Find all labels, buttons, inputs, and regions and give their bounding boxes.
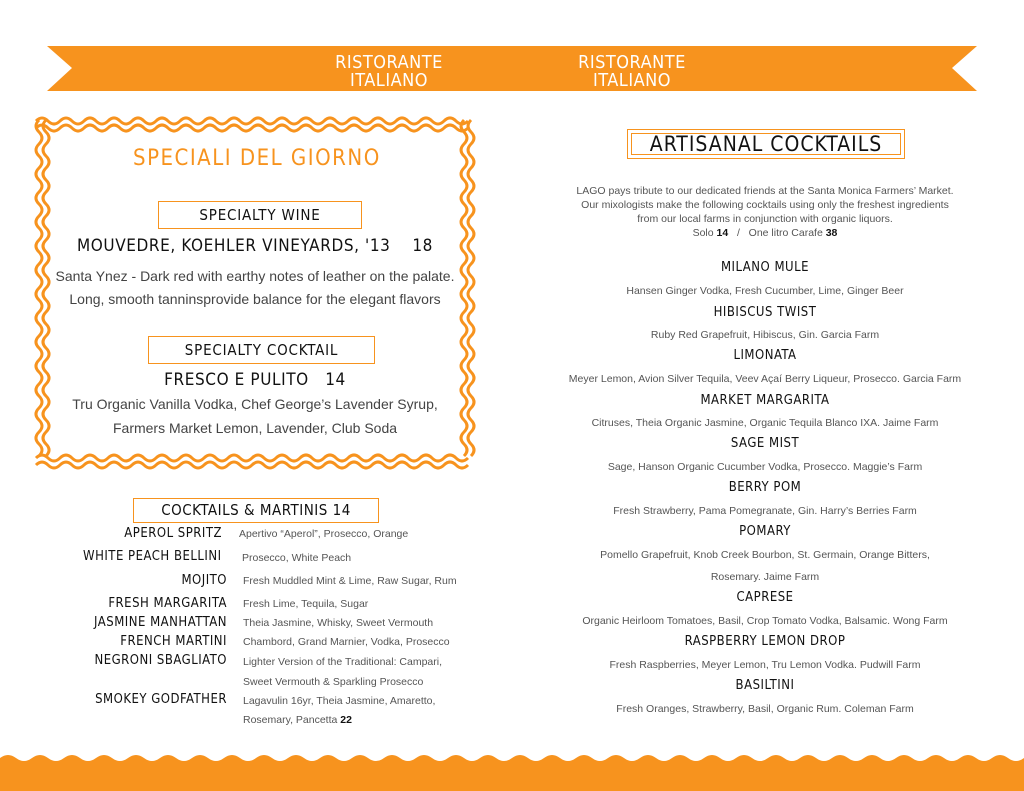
- top-banner: [0, 0, 1024, 120]
- menu-item-name: MOJITO: [181, 573, 227, 588]
- cocktail-name: MARKET MARGARITA: [700, 393, 830, 408]
- specials-title: SPECIALI DEL GIORNO: [133, 146, 381, 171]
- specialty-cocktail-label: SPECIALTY COCKTAIL: [148, 336, 375, 364]
- cocktail-name: POMARY: [739, 524, 791, 539]
- specialty-cocktail-name: [60, 370, 450, 390]
- brand-name: RISTORANTE ITALIANO: [578, 52, 686, 91]
- cocktail-price: 14: [325, 370, 346, 390]
- cocktail-name: LIMONATA: [733, 348, 797, 363]
- cocktail-name: CAPRESE: [736, 590, 794, 605]
- wine-price: 18: [412, 236, 434, 256]
- cocktail-description: Rosemary. Jaime Farm: [710, 571, 820, 583]
- artisanal-cocktails-title: ARTISANAL COCKTAILS: [627, 129, 905, 159]
- cocktail-description: Farmers Market Lemon, Lavender, Club Soda: [112, 420, 398, 436]
- specialty-wine-label: SPECIALTY WINE: [158, 201, 362, 229]
- cocktail-description: Tru Organic Vanilla Vodka, Chef George’s Lavender Syrup,: [72, 396, 438, 412]
- wine-name-text: MOUVEDRE, KOEHLER VINEYARDS, '13: [76, 236, 391, 256]
- brand-tagline: A WINDOW ON LAKE COMO: [565, 90, 699, 120]
- menu-item-name: NEGRONI SBAGLIATO: [94, 653, 227, 668]
- carafe-price: 38: [825, 227, 838, 239]
- brand-name: RISTORANTE ITALIANO: [335, 52, 443, 91]
- cocktail-description: Ruby Red Grapefruit, Hibiscus, Gin. Garcia Farm: [650, 329, 880, 341]
- cocktail-description: Fresh Raspberries, Meyer Lemon, Tru Lemon Vodka. Pudwill Farm: [609, 659, 921, 671]
- menu-item-name: SMOKEY GODFATHER: [95, 692, 227, 707]
- menu-item-description: [243, 714, 352, 726]
- cocktail-description: Meyer Lemon, Avion Silver Tequila, Veev Açaí Berry Liqueur, Prosecco. Garcia Farm: [568, 373, 962, 385]
- menu-item-name: JASMINE MANHATTAN: [94, 615, 227, 630]
- solo-label: Solo: [692, 227, 714, 239]
- cocktail-name: SAGE MIST: [730, 436, 800, 451]
- cocktail-description: Organic Heirloom Tomatoes, Basil, Crop Tomato Vodka, Balsamic. Wong Farm: [582, 615, 948, 627]
- wine-description: Long, smooth tanninsprovide balance for the elegant flavors: [69, 291, 441, 307]
- menu-item-description: Apertivo “Aperol”, Prosecco, Orange: [239, 528, 409, 540]
- intro-text: from our local farms in conjunction with organic liquors.: [637, 213, 893, 225]
- cocktail-name: HIBISCUS TWIST: [713, 305, 817, 320]
- solo-price: 14: [716, 227, 729, 239]
- menu-item-description: Chambord, Grand Marnier, Vodka, Prosecco: [243, 636, 450, 648]
- intro-text: Our mixologists make the following cocktails using only the freshest ingredients: [581, 199, 949, 211]
- cocktail-description: Pomello Grapefruit, Knob Creek Bourbon, St. Germain, Orange Bitters,: [600, 549, 930, 561]
- cocktail-name-text: FRESCO E PULITO: [164, 370, 309, 390]
- price-separator: /: [736, 227, 740, 239]
- cocktail-description: Citruses, Theia Organic Jasmine, Organic Tequila Blanco IXA. Jaime Farm: [591, 417, 939, 429]
- cocktail-name: MILANO MULE: [720, 260, 810, 275]
- menu-item-description: Lagavulin 16yr, Theia Jasmine, Amaretto,: [243, 695, 436, 707]
- banner-ribbon: [0, 0, 1024, 100]
- cocktails-martinis-label: COCKTAILS & MARTINIS 14: [133, 498, 379, 523]
- cocktail-description: Sage, Hanson Organic Cucumber Vodka, Prosecco. Maggie’s Farm: [607, 461, 923, 473]
- intro-text: LAGO pays tribute to our dedicated friends at the Santa Monica Farmers’ Market.: [576, 185, 954, 197]
- menu-item-price: 22: [340, 714, 352, 726]
- menu-item-description: Fresh Muddled Mint & Lime, Raw Sugar, Rum: [243, 575, 457, 587]
- carafe-label: One litro Carafe: [748, 227, 823, 239]
- specialty-wine-name: [60, 236, 450, 256]
- menu-item-name: FRENCH MARTINI: [120, 634, 227, 649]
- menu-item-description: Theia Jasmine, Whisky, Sweet Vermouth: [243, 617, 434, 629]
- menu-item-name: WHITE PEACH BELLINI: [83, 549, 222, 564]
- menu-item-description: Prosecco, White Peach: [242, 552, 352, 564]
- cocktail-description: Fresh Strawberry, Pama Pomegranate, Gin. Harry’s Berries Farm: [613, 505, 917, 517]
- menu-item-description: Fresh Lime, Tequila, Sugar: [243, 598, 369, 610]
- menu-item-name: APEROL SPRITZ: [124, 526, 222, 541]
- brand-logo-right: [556, 54, 708, 120]
- footer-wave-band: [0, 752, 1024, 791]
- pricing-line: [560, 227, 970, 239]
- cocktail-name: BASILTINI: [735, 678, 795, 693]
- cocktail-description: Hansen Ginger Vodka, Fresh Cucumber, Lime, Ginger Beer: [626, 285, 904, 297]
- menu-item-name: FRESH MARGARITA: [108, 596, 227, 611]
- menu-item-description: Sweet Vermouth & Sparkling Prosecco: [243, 676, 424, 688]
- menu-item-description: Lighter Version of the Traditional: Campari,: [243, 656, 443, 668]
- menu-item-description-text: Rosemary, Pancetta: [243, 714, 338, 726]
- brand-tagline: A WINDOW ON LAKE COMO: [322, 90, 456, 120]
- cocktail-description: Fresh Oranges, Strawberry, Basil, Organic Rum. Coleman Farm: [616, 703, 914, 715]
- cocktail-name: RASPBERRY LEMON DROP: [684, 634, 846, 649]
- brand-logo-left: [313, 54, 465, 120]
- cocktail-name: BERRY POM: [728, 480, 802, 495]
- wine-description: Santa Ynez - Dark red with earthy notes of leather on the palate.: [55, 268, 455, 284]
